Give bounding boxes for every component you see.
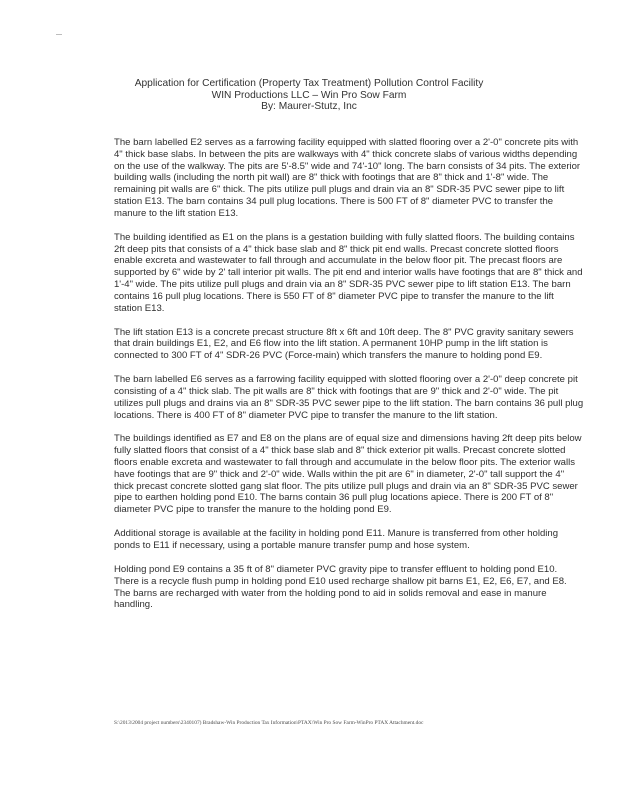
- document-author: By: Maurer-Stutz, Inc: [261, 101, 357, 112]
- scan-mark: [56, 34, 62, 35]
- paragraph-barn-e2: The barn labelled E2 serves as a farrowing facility equipped with slatted flooring over a 2'-0" concrete pits with 4" thick base slabs. In between the pits are walkways with 4" thick concrete slabs of various widths depending on the use of the walkway. The pits are 5'-8.5" wide and 74'-10" long. The barn consists of 34 pits. The exterior building walls (including the north pit wall) are 8" thick with footings that are 8" thick and 1'-8" wide. The remaining pit walls are 6" thick. The pits utilize pull plugs and drain via an 8" SDR-35 PVC sewer pipe to lift station E13. The barn contains 34 pull plug locations. There is 500 FT of 8" diameter PVC to transfer the manure to the lift station E13.: [114, 137, 581, 219]
- document-body: [114, 137, 584, 623]
- paragraph-buildings-e7-e8: The buildings identified as E7 and E8 on the plans are of equal size and dimensions having 2ft deep pits below fully slatted floors that consist of a 4" thick base slab and 8" thick exterior pit walls. Precast concrete slotted floors enable excreta and wastewater to fall through and accumulate in the below floor pits. The exterior walls have footings that are 9" thick and 2'-0" wide. Walls within the pit are 6" in diameter, 2'-0" tall support the 4" thick precast concrete slotted gang slat floor. The pits utilize pull plugs and drain via an 8" SDR-35 PVC sewer pipe to earthen holding pond E10. The barns contain 36 pull plug locations apiece. There is 200 FT of 8" diameter PVC pipe to transfer the manure to the holding pond E9.: [114, 433, 582, 516]
- company-name: WIN Productions LLC – Win Pro Sow Farm: [211, 89, 407, 101]
- paragraph-lift-station-e13: The lift station E13 is a concrete precast structure 8ft x 6ft and 10ft deep. The 8" PVC gravity sanitary sewers that drain buildings E1, E2, and E6 flow into the lift station. A permanent 10HP pump in the lift station is connected to 300 FT of 4" SDR-26 PVC (Force-main) which transfers the manure to holding pond E9.: [114, 326, 574, 362]
- paragraph-holding-pond-e11: Additional storage is available at the facility in holding pond E11. Manure is transferred from other holding ponds to E11 if necessary, using a portable manure transfer pump and hose system.: [114, 528, 559, 552]
- paragraph-barn-e6: The barn labelled E6 serves as a farrowing facility equipped with slotted flooring over a 2'-0" deep concrete pit consisting of a 4" thick slab. The pit walls are 8" thick with footings that are 9" thick and 2'-0" wide. The pit utilizes pull plugs and drains via an 8" SDR-35 PVC sewer pipe to the lift station. The barn contains 36 pull plug locations. There is 400 FT of 8" diameter PVC pipe to transfer the manure to the lift station.: [114, 374, 584, 421]
- paragraph-holding-pond-e9: Holding pond E9 contains a 35 ft of 8" diameter PVC gravity pipe to transfer effluent to holding pond E10. There is a recycle flush pump in holding pond E10 used recharge shallow pit barns E1, E2, E6, E7, and E8. The barns are recharged with water from the holding pond to aid in solids removal and ease in manure handling.: [114, 564, 567, 611]
- document-title: Application for Certification (Property Tax Treatment) Pollution Control Facility: [134, 78, 484, 89]
- document-header: [0, 78, 618, 113]
- file-path-footer: S:\2013\2004 project numbers\2340107) Bradshaw-Win Production Tax Information\PTAX\Win Pro Sow Farm-WinPro PTAX Attachment.doc: [114, 720, 424, 726]
- paragraph-building-e1: The building identified as E1 on the plans is a gestation building with fully slatted floors. The building contains 2ft deep pits that consists of a 4" thick base slab and 8" thick pit end walls. Precast concrete slotted floors enable excreta and wastewater to fall through and accumulate in the below floor pit. The precast floors are supported by 6" wide by 2' tall interior pit walls. The pit end and interior walls have footings that are 8" thick and 1'-4" wide. The pits utilize pull plugs and drain via an 8" SDR-35 PVC sewer pipe to lift station E13. The barn contains 16 pull plug locations. There is 550 FT of 8" diameter PVC pipe to transfer the manure to the lift station E13.: [114, 231, 583, 314]
